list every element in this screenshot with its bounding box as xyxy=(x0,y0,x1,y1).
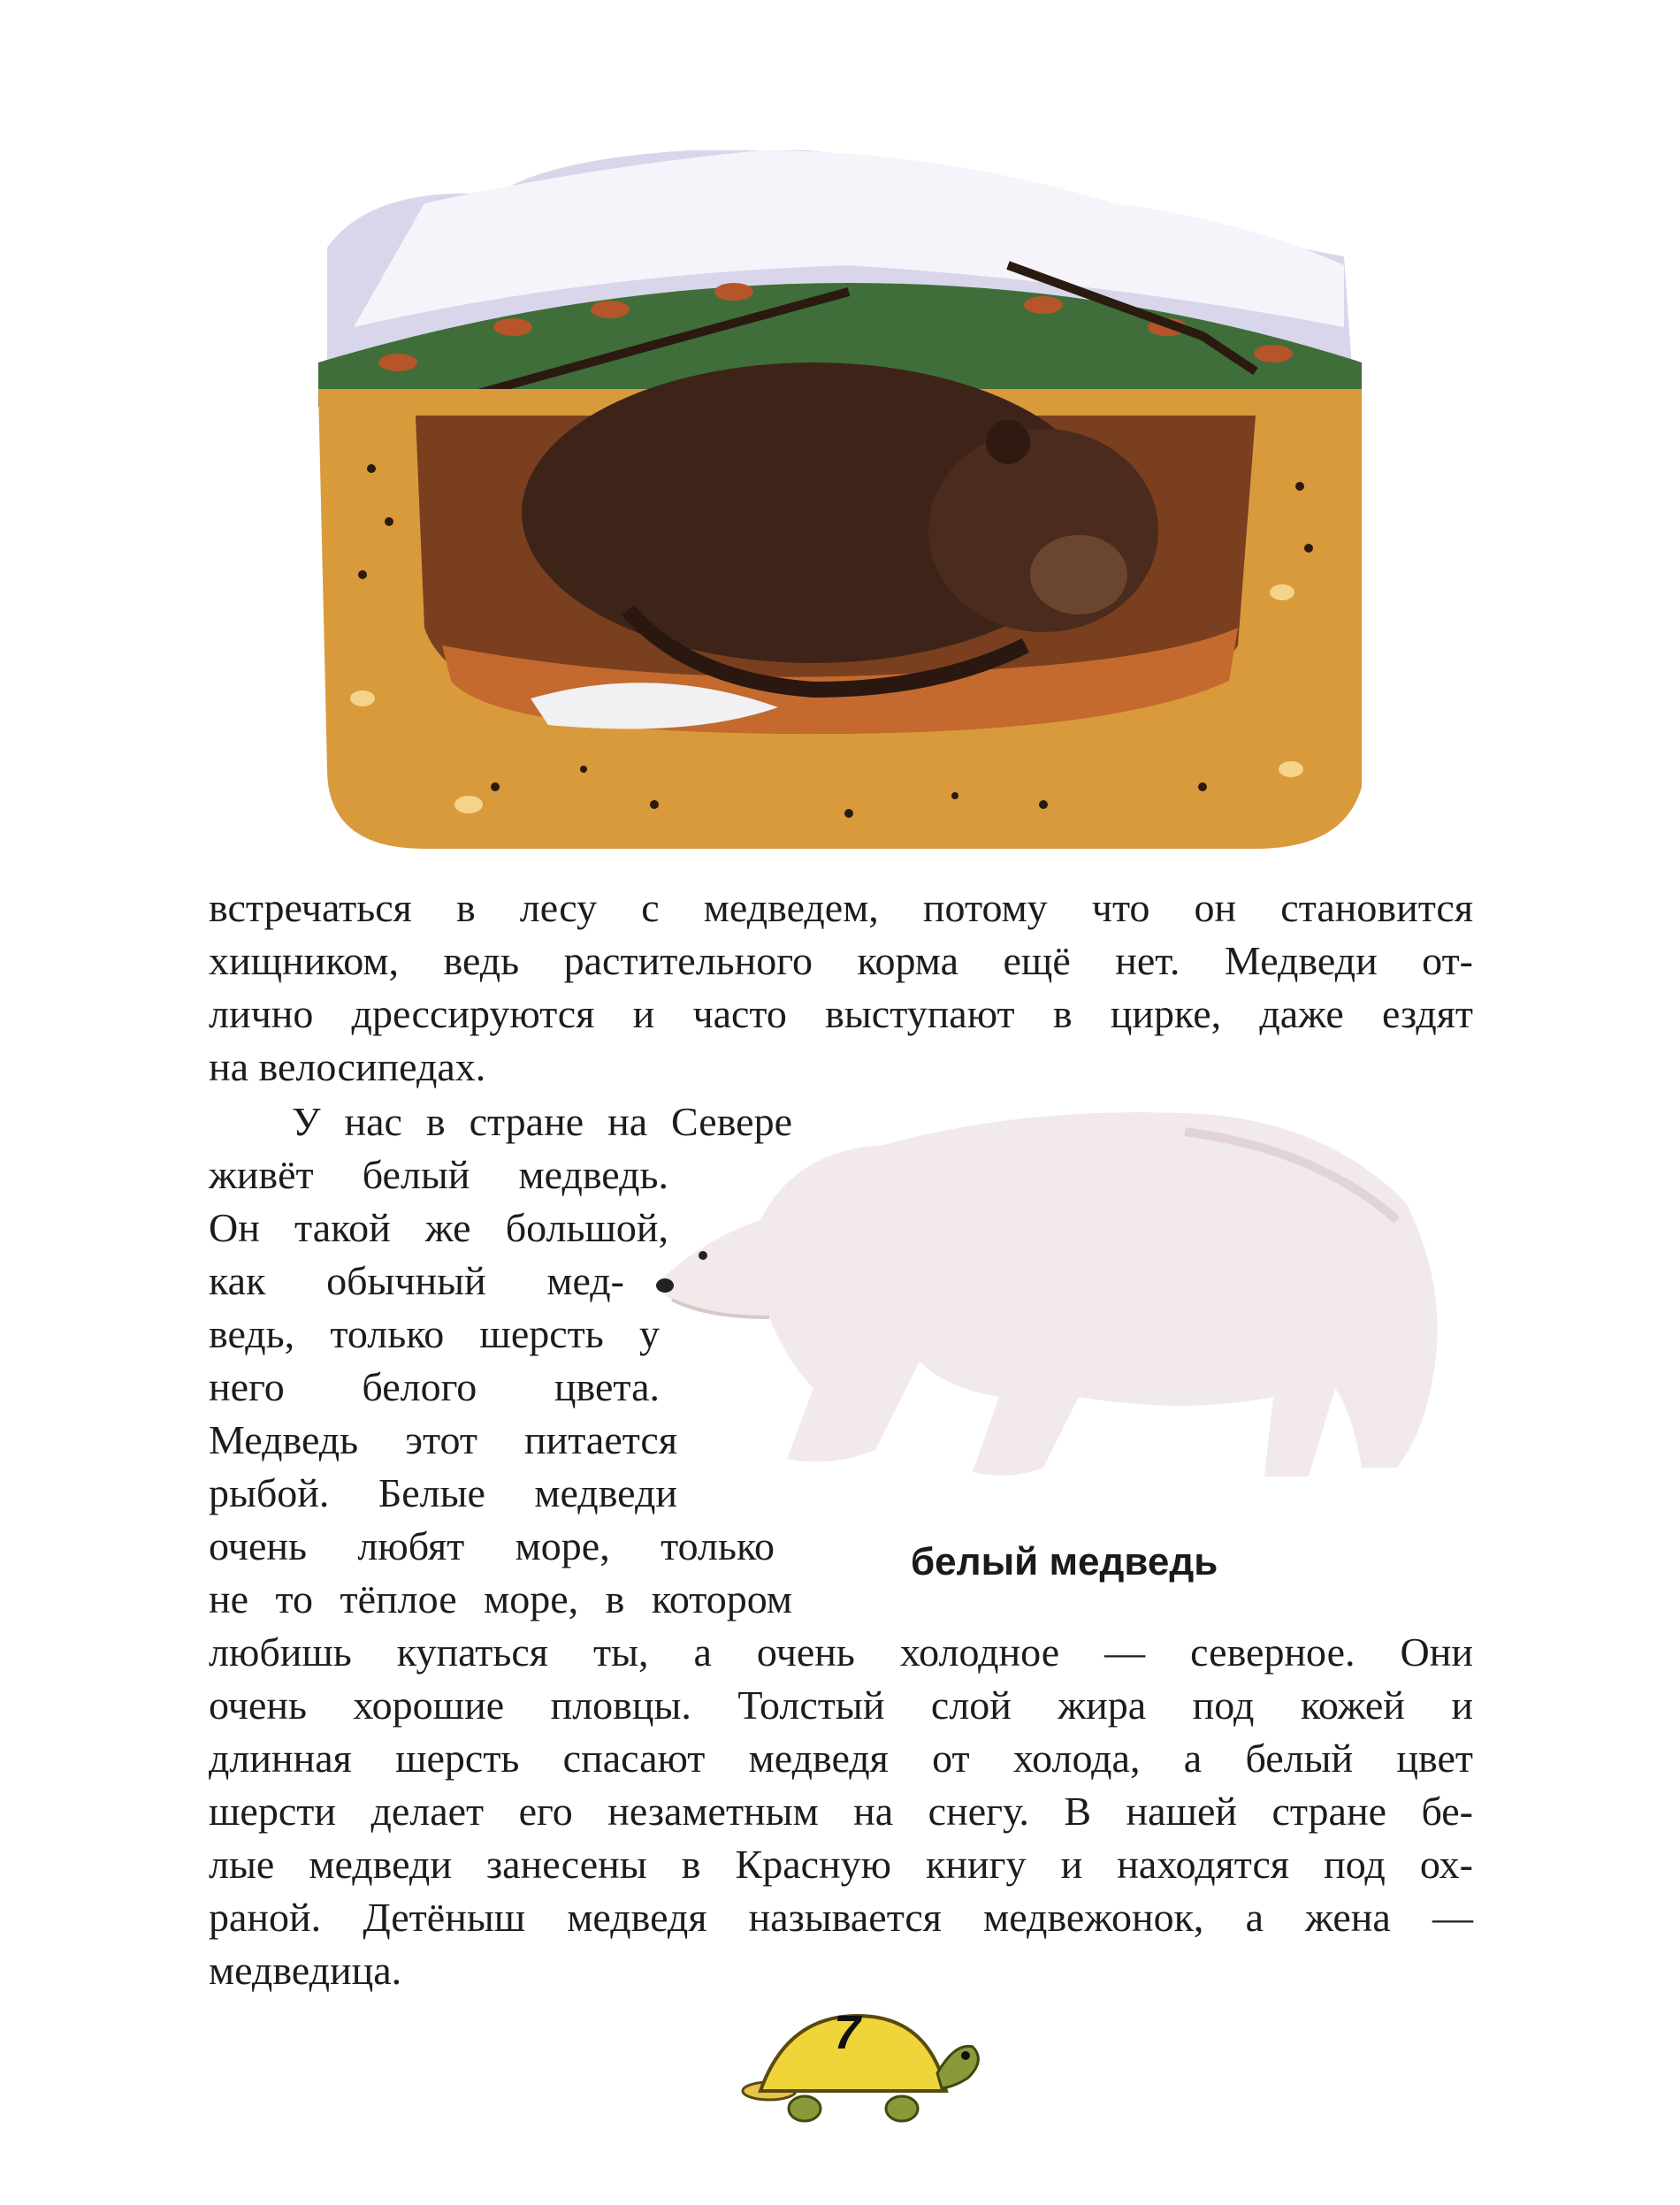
bear-den-illustration xyxy=(318,150,1362,858)
body-text-line: лично дрессируются и часто выступают в цирке, даже ездят xyxy=(209,991,1473,1036)
body-text-line: на велосипедах. xyxy=(209,1044,486,1089)
body-text-line: медведица. xyxy=(209,1948,402,1993)
body-text-line: Медведь этот питается xyxy=(209,1417,677,1462)
body-text-line: любишь купаться ты, а очень холодное — северное. Они xyxy=(209,1629,1473,1675)
body-text-line: рыбой. Белые медведи xyxy=(209,1470,677,1515)
body-text-line: Он такой же большой, xyxy=(209,1205,668,1250)
body-text-line: как обычный мед- xyxy=(209,1258,624,1303)
body-text-line: ведь, только шерсть у xyxy=(209,1311,660,1356)
body-text-line: очень хорошие пловцы. Толстый слой жира под кожей и xyxy=(209,1682,1473,1728)
photo-caption: белый медведь xyxy=(911,1540,1218,1583)
body-text-line: длинная шерсть спасают медведя от холода, а белый цвет xyxy=(209,1736,1473,1781)
body-text-line: живёт белый медведь. xyxy=(209,1152,668,1197)
body-text-line: шерсти делает его незаметным на снегу. В нашей стране бе- xyxy=(209,1789,1473,1834)
body-text-line: У нас в стране на Севере xyxy=(292,1099,792,1144)
body-text-line: не то тёплое море, в котором xyxy=(209,1576,792,1621)
page-number: 7 xyxy=(833,2006,861,2059)
body-text-line: хищником, ведь растительного корма ещё нет. Медведи от- xyxy=(209,938,1473,983)
body-text-line: раной. Детёныш медведя называется медвежонок, а жена — xyxy=(209,1895,1473,1940)
polar-bear-photo xyxy=(654,1096,1450,1512)
body-text-line: него белого цвета. xyxy=(209,1364,660,1409)
body-text-line: очень любят море, только xyxy=(209,1523,775,1568)
body-text-line: лые медведи занесены в Красную книгу и находятся под ох- xyxy=(209,1842,1473,1887)
body-text-line: встречаться в лесу с медведем, потому что он становится xyxy=(209,885,1473,930)
